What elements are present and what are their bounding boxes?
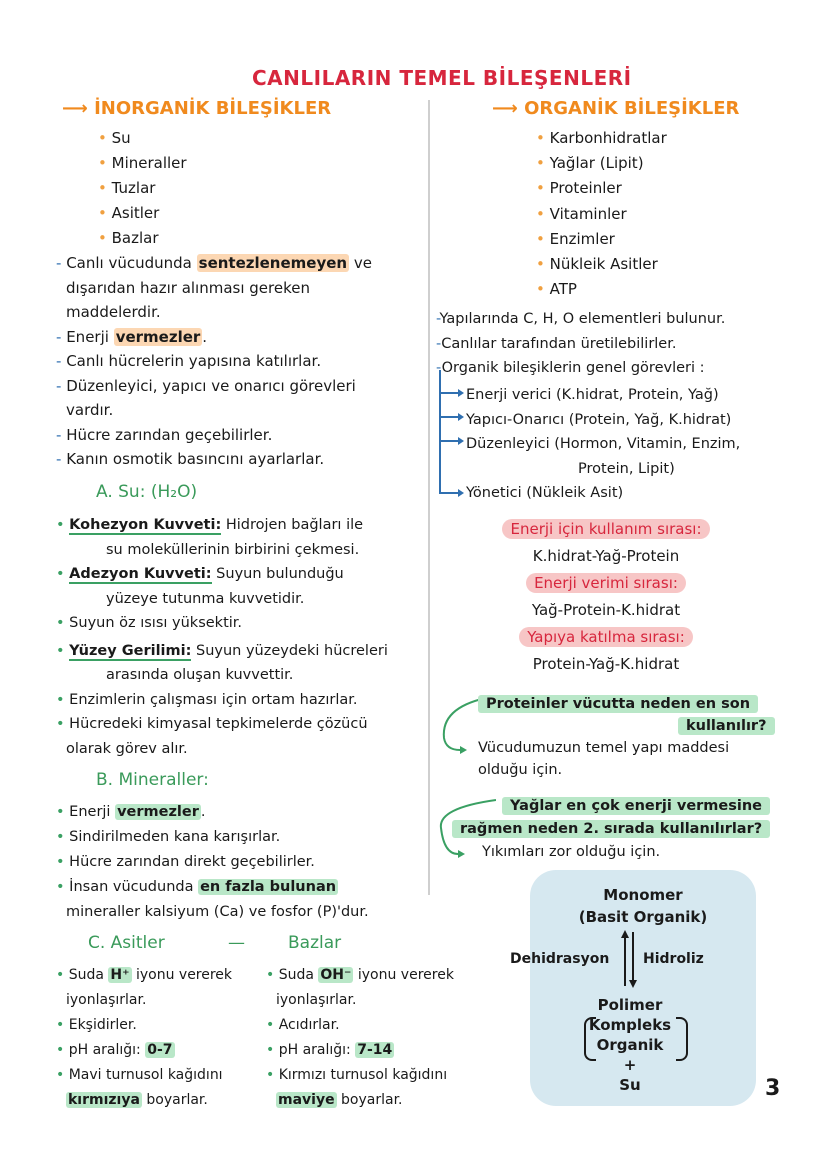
column-divider [428, 100, 430, 895]
arrow-right-icon: ⟶ [62, 98, 88, 119]
yield-order-label: Enerji verimi sırası: [526, 573, 686, 593]
fact: - Hücre zarından geçebilirler. [56, 425, 273, 444]
polymer-label: Polimer Kompleks Organik + Su [588, 996, 672, 1094]
fact: - Kanın osmotik basıncını ayarlarlar. [56, 450, 325, 468]
list-item: • Tuzlar [98, 179, 156, 197]
acid-base-dash: — [228, 933, 245, 953]
fact: - Canlı vücudunda sentezlenemeyen ve [56, 254, 372, 272]
qa-1: Proteinler vücutta neden en son kullanılır? Vücudumuzun temel yapı maddesi olduğu için. [478, 693, 775, 781]
inorganic-list [98, 126, 187, 251]
minerals-section: • Enerji vermezler . • Sindirilmeden kana karışırlar. • Hücre zarından direkt geçebilirler. • İnsan vücudunda en fazla bulunan mineraller kalsiyum (Ca) ve fosfor (P)'dur. [56, 804, 369, 920]
list-item: • Proteinler [536, 179, 622, 198]
bases-heading: Bazlar [288, 933, 342, 953]
list-item: • ATP [536, 280, 577, 299]
monomer-label: Monomer (Basit Organik) [578, 886, 708, 926]
list-item: • Karbonhidratlar [536, 129, 667, 147]
arrow-right-icon: ⟶ [492, 98, 518, 119]
list-item: • Yağlar (Lipit) [536, 154, 644, 173]
acids-heading: C. Asitler [88, 933, 165, 953]
use-order-value: K.hidrat-Yağ-Protein [532, 547, 680, 565]
organic-list [536, 126, 667, 302]
qa-2: Yağlar en çok enerji vermesine rağmen neden 2. sırada kullanılırlar? Yıkımları zor olduğu için. [452, 795, 770, 864]
bases-list: • Suda OH⁻ iyonu vererek iyonlaşırlar. • Acıdırlar. • pH aralığı: 7-14 • Kırmızı turnusol kağıdını maviye boyarlar. [266, 967, 454, 1108]
list-item: • Mineraller [98, 154, 187, 172]
list-item: • Nükleik Asitler [536, 255, 658, 274]
use-order-label: Enerji için kullanım sırası: [502, 519, 709, 539]
list-item: • Bazlar [98, 229, 159, 247]
page-number: 3 [765, 1076, 781, 1101]
page-title: CANLILARIN TEMEL BİLEŞENLERİ [252, 66, 632, 90]
water-section: • Kohezyon Kuvveti: Hidrojen bağları ile su moleküllerinin birbirini çekmesi. • Adezyon Kuvveti: Suyun bulunduğu yüzeye tutunma kuvvetidir. • Suyun öz ısısı yüksektir. • Yüzey Gerilimi: Suyun yüzeydeki hücreleri arasında oluşan kuvvettir. • Enzimlerin çalışması için ortam hazırlar. • Hücredeki kimyasal tepkimelerde çözücü olarak görev alır. [56, 517, 388, 757]
list-item: • Vitaminler [536, 204, 627, 223]
list-item: • Asitler [98, 204, 160, 222]
organic-facts: -Yapılarında C, H, O elementleri bulunur. -Canlılar tarafından üretilebilirler. -Organik bileşiklerin genel görevleri : [436, 311, 726, 376]
minerals-heading: B. Mineraller: [96, 770, 209, 790]
organic-roles: Enerji verici (K.hidrat, Protein, Yağ) Yapıcı-Onarıcı (Protein, Yağ, K.hidrat) Düzenleyici (Hormon, Vitamin, Enzim, Protein, Lipit) Yönetici (Nükleik Asit) [466, 387, 741, 501]
energy-orders [456, 516, 756, 678]
water-heading: A. Su: (H₂O) [96, 482, 198, 502]
bracket-right [676, 1017, 688, 1061]
dehydration-label: Dehidrasyon [510, 951, 610, 967]
hydrolysis-label: Hidroliz [643, 951, 704, 967]
reaction-arrows-icon [621, 930, 637, 988]
fact: - Enerji vermezler . [56, 327, 208, 346]
inorganic-facts: - Canlı vücudunda sentezlenemeyen ve dışarıdan hazır alınması gereken maddelerdir. - Enerji vermezler . - Canlı hücrelerin yapısına katılırlar. - Düzenleyici, yapıcı ve onarıcı görevleri vardır. - Hücre zarından geçebilirler. - Kanın osmotik basıncını ayarlarlar. [56, 251, 372, 472]
acids-list: • Suda H⁺ iyonu vererek iyonlaşırlar. • Ekşidirler. • pH aralığı: 0-7 • Mavi turnusol kağıdını kırmızıya boyarlar. [56, 967, 233, 1108]
fact: - Canlı hücrelerin yapısına katılırlar. [56, 352, 322, 370]
struct-order-value: Protein-Yağ-K.hidrat [532, 655, 680, 673]
organic-heading: ⟶ ORGANİK BİLEŞİKLER [492, 98, 740, 119]
list-item: • Su [98, 129, 131, 147]
fact: - Düzenleyici, yapıcı ve onarıcı görevleri [56, 376, 356, 395]
inorganic-heading: ⟶ İNORGANİK BİLEŞİKLER [62, 98, 332, 119]
bracket-left [584, 1017, 596, 1061]
struct-order-label: Yapıya katılma sırası: [519, 627, 693, 647]
list-item: • Enzimler [536, 229, 615, 248]
yield-order-value: Yağ-Protein-K.hidrat [531, 601, 681, 619]
